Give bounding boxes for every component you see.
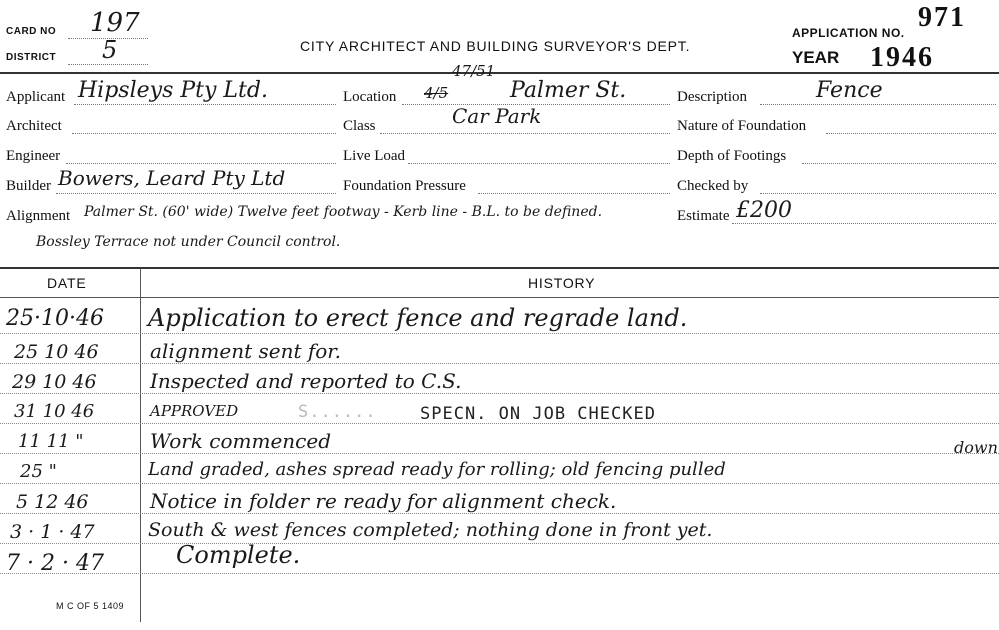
- card-no-value: 197: [90, 8, 140, 38]
- stamp-smudge: S......: [298, 402, 377, 422]
- depth-line: [802, 163, 996, 164]
- foundation-line: [478, 193, 670, 194]
- location-number: 47/51: [452, 62, 496, 80]
- date-header: DATE: [47, 275, 87, 291]
- foundation-label: Foundation Pressure: [343, 178, 466, 194]
- nature-label: Nature of Foundation: [677, 118, 807, 134]
- row-rule: [0, 513, 999, 514]
- table-row-history: Complete.: [176, 541, 301, 569]
- table-row-history: Inspected and reported to C.S.: [150, 369, 462, 393]
- overwritten-word: down: [954, 438, 998, 457]
- table-row-history: Land graded, ashes spread ready for rolling; old fencing pulled: [148, 459, 726, 480]
- application-number: 971: [918, 2, 966, 33]
- table-row-date: 31 10 46: [14, 401, 95, 422]
- table-row-history: alignment sent for.: [150, 339, 342, 363]
- alignment-value-2: Bossley Terrace not under Council control.: [36, 234, 341, 250]
- row-rule: [0, 333, 999, 334]
- liveload-line: [408, 163, 670, 164]
- table-row-date: 11 11 ": [18, 431, 84, 452]
- table-row-date: 25 10 46: [14, 341, 99, 363]
- job-checked-stamp: SPECN. ON JOB CHECKED: [420, 404, 656, 424]
- district-label: DISTRICT: [6, 52, 57, 63]
- table-row-date: 5 12 46: [16, 491, 89, 513]
- checked-label: Checked by: [677, 178, 749, 194]
- description-line: [760, 104, 996, 105]
- applicant-line: [74, 104, 336, 105]
- engineer-label: Engineer: [6, 148, 61, 164]
- table-row-history: Notice in folder re ready for alignment check.: [150, 489, 617, 513]
- form-code: M C OF 5 1409: [56, 601, 125, 611]
- architect-line: [72, 133, 336, 134]
- row-rule: [0, 573, 999, 574]
- history-header: HISTORY: [528, 275, 596, 291]
- row-rule: [0, 363, 999, 364]
- row-rule: [0, 543, 999, 544]
- table-top-rule: [0, 267, 999, 269]
- year-value: 1946: [870, 42, 934, 73]
- location-extra: Car Park: [452, 104, 542, 128]
- district-value: 5: [102, 36, 118, 64]
- row-rule: [0, 393, 999, 394]
- builder-value: Bowers, Leard Pty Ltd: [58, 166, 286, 190]
- estimate-value: £200: [736, 198, 792, 223]
- application-label: APPLICATION NO.: [792, 26, 905, 40]
- table-row-date: 7 · 2 · 47: [6, 551, 104, 576]
- table-row-date: 3 · 1 · 47: [10, 521, 95, 543]
- department-title: CITY ARCHITECT AND BUILDING SURVEYOR'S DEPT.: [300, 38, 691, 54]
- year-label: YEAR: [792, 48, 840, 67]
- architect-label: Architect: [6, 118, 62, 134]
- depth-label: Depth of Footings: [677, 148, 787, 164]
- description-label: Description: [677, 89, 747, 105]
- description-value: Fence: [816, 78, 883, 103]
- table-row-history: Work commenced: [150, 429, 332, 453]
- location-struck-number: 4/5: [424, 84, 449, 102]
- row-rule: [0, 453, 999, 454]
- alignment-label: Alignment: [6, 208, 71, 224]
- estimate-label: Estimate: [677, 208, 730, 224]
- table-row-history: South & west fences completed; nothing done in front yet.: [148, 519, 713, 541]
- header-divider: [0, 72, 999, 74]
- district-line: [68, 64, 148, 65]
- applicant-label: Applicant: [6, 89, 66, 105]
- nature-line: [826, 133, 996, 134]
- location-value: Palmer St.: [510, 78, 627, 103]
- location-label: Location: [343, 89, 397, 105]
- table-row-history: APPROVED: [150, 402, 239, 420]
- builder-label: Builder: [6, 178, 51, 194]
- table-row-date: 29 10 46: [12, 371, 97, 393]
- table-header-rule: [0, 297, 999, 298]
- class-line: [380, 133, 670, 134]
- card-no-label: CARD NO: [6, 26, 57, 37]
- table-row-history: Application to erect fence and regrade land.: [148, 304, 688, 332]
- table-column-divider: [140, 268, 141, 622]
- builder-line: [56, 193, 336, 194]
- liveload-label: Live Load: [343, 148, 406, 164]
- row-rule: [0, 483, 999, 484]
- alignment-value: Palmer St. (60' wide) Twelve feet footway - Kerb line - B.L. to be defined.: [84, 204, 603, 220]
- checked-line: [760, 193, 996, 194]
- applicant-value: Hipsleys Pty Ltd.: [78, 78, 268, 103]
- estimate-line: [732, 223, 996, 224]
- table-row-date: 25·10·46: [6, 306, 104, 331]
- engineer-line: [66, 163, 336, 164]
- table-row-date: 25 ": [20, 461, 57, 482]
- class-label: Class: [343, 118, 376, 134]
